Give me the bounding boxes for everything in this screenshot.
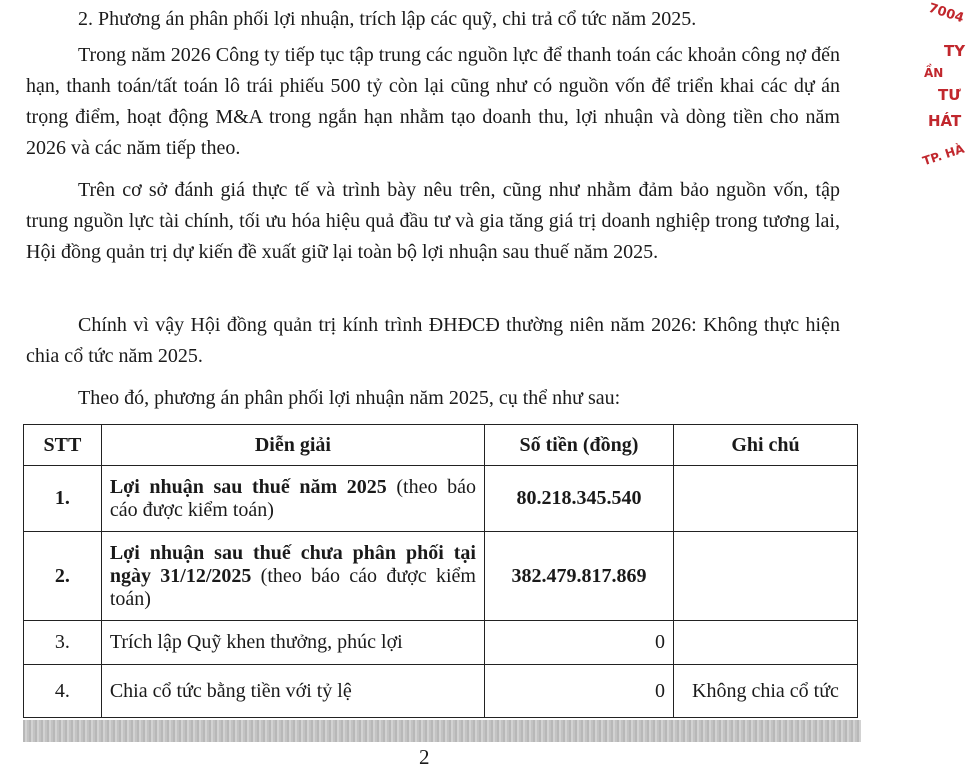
stamp-text: TY <box>944 42 966 60</box>
stamp-text: 7004 <box>926 0 966 27</box>
row-note <box>673 466 857 532</box>
header-stt: STT <box>24 425 102 466</box>
row-description-rest: (theo báo cáo được kiểm toán) <box>109 564 476 610</box>
stamp-text: HÁT <box>928 112 962 130</box>
row-description <box>101 466 484 532</box>
scan-shadow-strip <box>23 720 861 742</box>
paragraph-retain-profit: Trên cơ sở đánh giá thực tế và trình bày nêu trên, cũng như nhằm đảm bảo nguồn vốn, tập trung nguồn lực tài chính, tối ưu hóa hiệu quả đầu tư và gia tăng giá trị doanh nghiệp trong tương lai, Hội đồng quản trị dự kiến đề xuất giữ lại toàn bộ lợi nhuận sau thuế năm 2025. <box>26 179 840 263</box>
row-description-rest: Trích lập Quỹ khen thưởng, phúc lợi <box>109 631 403 653</box>
row-amount: 0 <box>484 621 673 665</box>
row-description-bold: Lợi nhuận sau thuế năm 2025 <box>109 475 387 498</box>
row-description-rest: Chia cổ tức bằng tiền với tỷ lệ <box>109 679 352 702</box>
header-amount: Số tiền (đồng) <box>484 425 673 466</box>
row-description <box>101 665 484 718</box>
paragraph-no-dividend: Chính vì vậy Hội đồng quản trị kính trình ĐHĐCĐ thường niên năm 2026: Không thực hiện chia cổ tức năm 2025. <box>26 314 840 367</box>
paragraph-plan-2026: Trong năm 2026 Công ty tiếp tục tập trung các nguồn lực để thanh toán các khoản công nợ đến hạn, thanh toán/tất toán lô trái phiếu 500 tỷ còn lại cũng như có nguồn vốn để triển khai các dự án trọng điểm, hoạt động M&A trong ngắn hạn nhằm tạo doanh thu, lợi nhuận và dòng tiền cho năm 2026 và các năm tiếp theo. <box>26 44 840 159</box>
header-note: Ghi chú <box>673 425 857 466</box>
row-note <box>673 532 857 621</box>
row-amount: 80.218.345.540 <box>484 466 673 532</box>
table-row <box>24 665 858 718</box>
stamp-text: TƯ <box>938 86 961 104</box>
row-amount: 0 <box>484 665 673 718</box>
section-heading: 2. Phương án phân phối lợi nhuận, trích lập các quỹ, chi trả cổ tức năm 2025. <box>78 8 697 30</box>
table-row <box>24 532 858 621</box>
profit-distribution-table <box>23 424 858 718</box>
header-description: Diễn giải <box>101 425 484 466</box>
row-amount: 382.479.817.869 <box>484 532 673 621</box>
row-description-bold: Lợi nhuận sau thuế chưa phân phối tại ngày 31/12/2025 <box>109 541 476 587</box>
row-note <box>673 621 857 665</box>
row-stt: 2. <box>24 532 102 621</box>
table-row <box>24 466 858 532</box>
company-stamp <box>918 0 974 190</box>
row-stt: 1. <box>24 466 102 532</box>
paragraph-table-intro: Theo đó, phương án phân phối lợi nhuận năm 2025, cụ thể như sau: <box>78 387 621 409</box>
row-stt: 3. <box>24 621 102 665</box>
row-description-rest: (theo báo cáo được kiểm toán) <box>109 475 476 521</box>
stamp-text: ẦN <box>924 66 944 80</box>
row-description <box>101 532 484 621</box>
row-stt: 4. <box>24 665 102 718</box>
stamp-text: TP. HÀ <box>920 141 966 169</box>
page-number: 2 <box>419 745 430 769</box>
table-header-row <box>24 425 858 466</box>
row-note: Không chia cổ tức <box>673 665 857 718</box>
row-description <box>101 621 484 665</box>
table-row <box>24 621 858 665</box>
